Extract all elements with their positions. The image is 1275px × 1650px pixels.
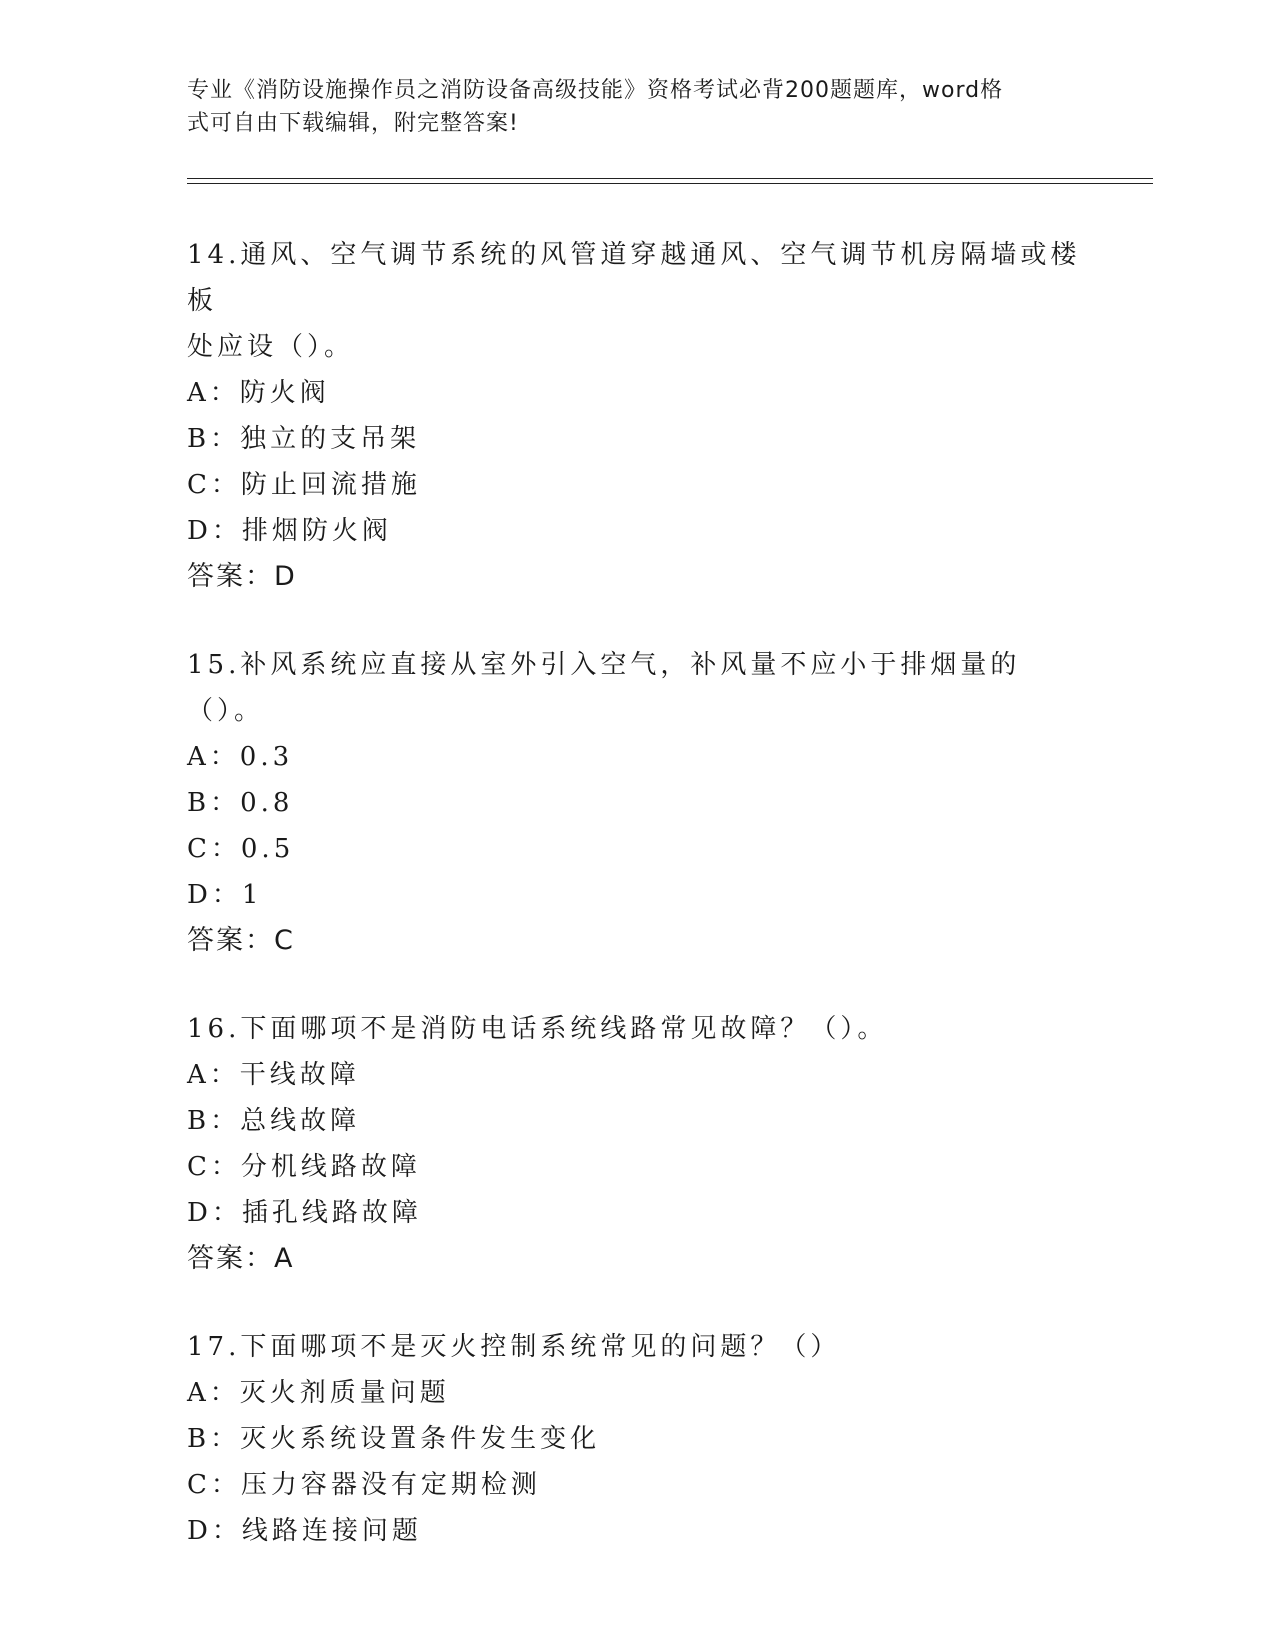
question-text-continued: 处应设（）。: [187, 332, 355, 362]
question-list: [187, 232, 1087, 1596]
question-text: 14.通风、空气调节系统的风管道穿越通风、空气调节机房隔墙或楼板: [187, 240, 1081, 316]
document-header: [187, 74, 1067, 140]
question-text: 17.下面哪项不是灭火控制系统常见的问题？（）: [187, 1332, 841, 1362]
option-b: B：灭火系统设置条件发生变化: [187, 1424, 601, 1454]
option-a: A：干线故障: [187, 1060, 360, 1090]
option-d: D：插孔线路故障: [187, 1198, 422, 1228]
option-b: B：独立的支吊架: [187, 424, 421, 454]
option-a: A：0.3: [187, 742, 294, 772]
option-c: C：压力容器没有定期检测: [187, 1470, 541, 1500]
option-c: C：分机线路故障: [187, 1152, 421, 1182]
question-15: [187, 642, 1087, 964]
header-divider-top: [187, 178, 1153, 179]
answer: 答案：A: [187, 1243, 295, 1274]
answer: 答案：D: [187, 561, 297, 592]
question-17: [187, 1324, 1087, 1554]
option-c: C：防止回流措施: [187, 470, 421, 500]
question-14: [187, 232, 1087, 600]
option-a: A：防火阀: [187, 378, 330, 408]
option-d: D：1: [187, 880, 263, 910]
option-d: D：排烟防火阀: [187, 516, 392, 546]
header-divider-bottom: [187, 183, 1153, 184]
option-c: C：0.5: [187, 834, 295, 864]
header-line-1: 专业《消防设施操作员之消防设备高级技能》资格考试必背200题题库，word格: [187, 78, 1004, 103]
option-b: B：总线故障: [187, 1106, 361, 1136]
question-16: [187, 1006, 1087, 1282]
header-line-2: 式可自由下载编辑，附完整答案!: [187, 111, 519, 136]
question-text: 16.下面哪项不是消防电话系统线路常见故障？（）。: [187, 1014, 888, 1044]
answer: 答案：C: [187, 925, 295, 956]
option-b: B：0.8: [187, 788, 294, 818]
question-text: 15.补风系统应直接从室外引入空气，补风量不应小于排烟量的（）。: [187, 650, 1021, 726]
option-a: A：灭火剂质量问题: [187, 1378, 450, 1408]
option-d: D：线路连接问题: [187, 1516, 422, 1546]
